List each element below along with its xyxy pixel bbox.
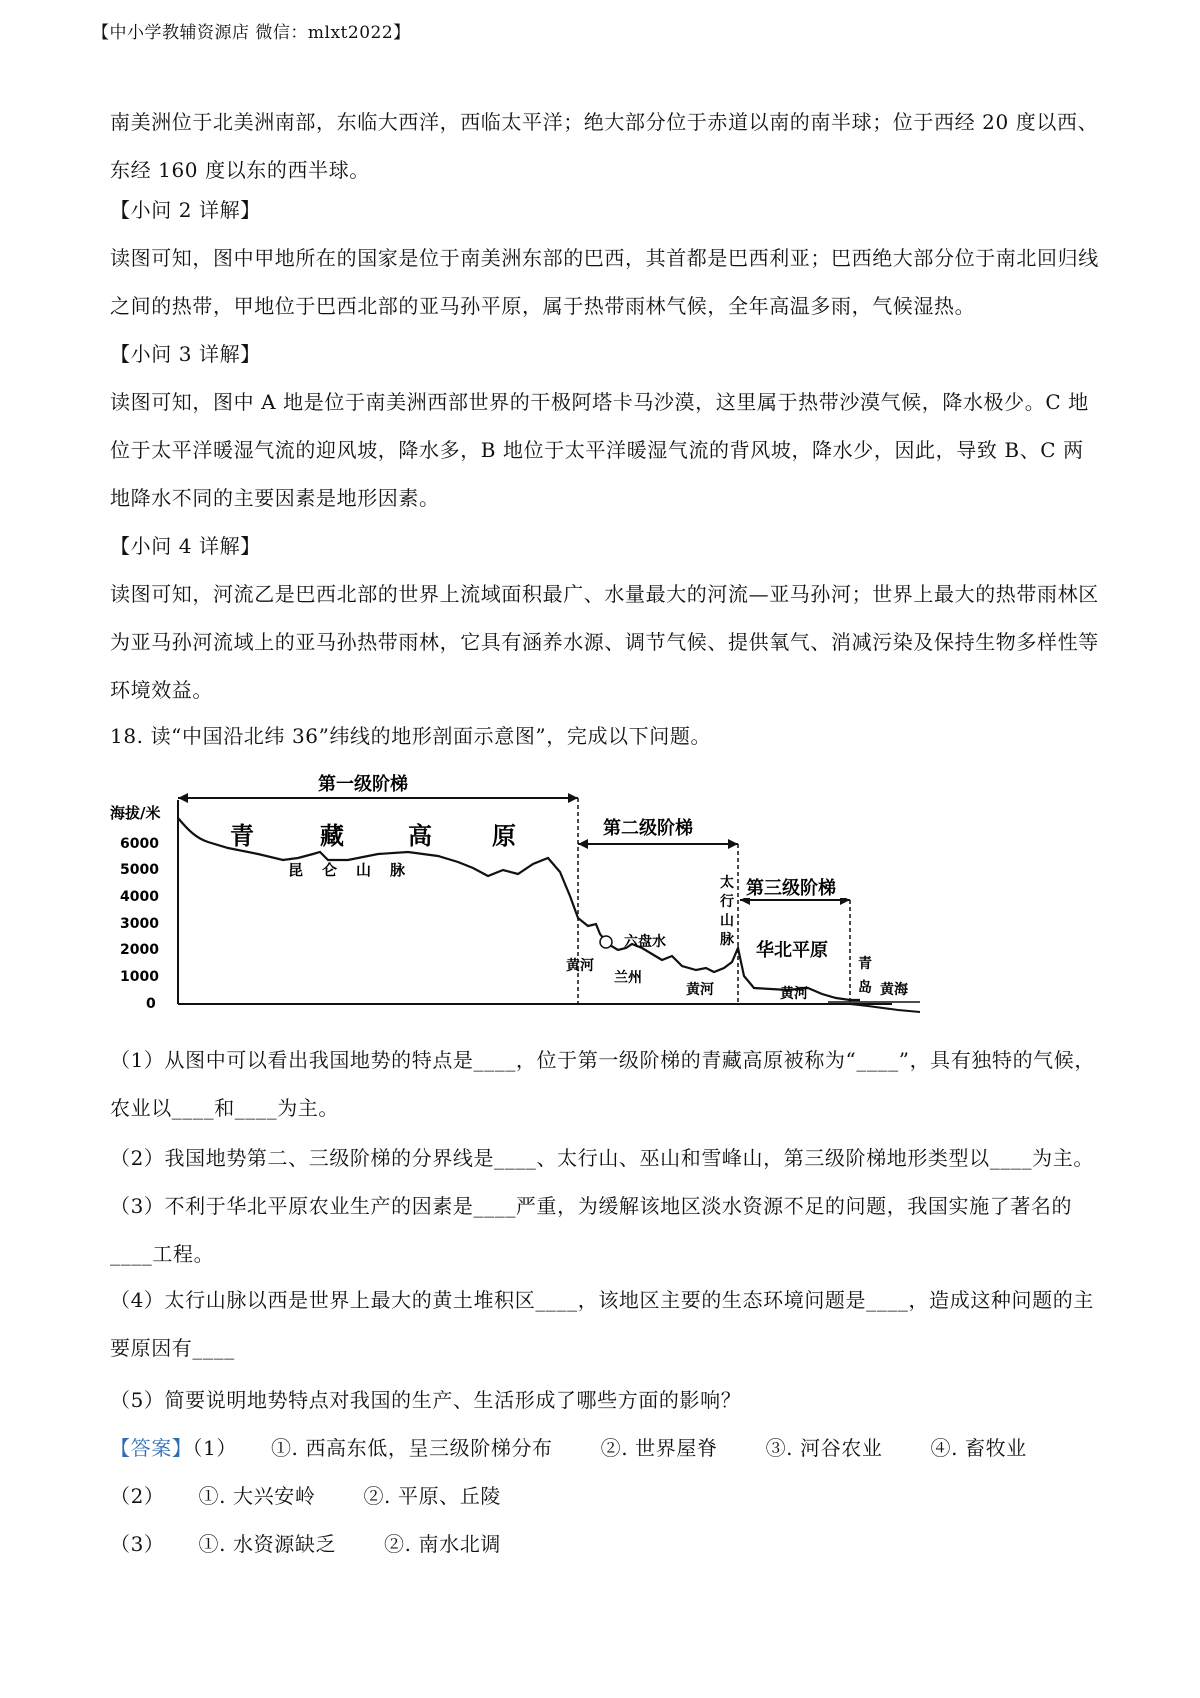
answer-row-3 xyxy=(110,1528,501,1557)
y-tick: 3000 xyxy=(120,916,159,932)
y-tick: 5000 xyxy=(120,862,159,878)
answer-item: ④. 畜牧业 xyxy=(930,1436,1027,1460)
arrow-head-icon xyxy=(178,793,188,803)
step3-label: 第三级阶梯 xyxy=(746,878,836,899)
answer-row-1 xyxy=(110,1432,1027,1461)
qingdao-char: 岛 xyxy=(858,980,872,996)
q2-paragraph: 读图可知，图中甲地所在的国家是位于南美洲东部的巴西，其首都是巴西利亚；巴西绝大部分位于南北回归线之间的热带，甲地位于巴西北部的亚马孙平原，属于热带雨林气候，全年高温多雨，气候湿热。 xyxy=(110,246,1099,318)
sub-question-5: （5）简要说明地势特点对我国的生产、生活形成了哪些方面的影响？ xyxy=(110,1388,742,1412)
huanghe-label-1: 黄河 xyxy=(566,958,594,974)
terrain-profile-svg xyxy=(108,772,960,1032)
answer-row-2 xyxy=(110,1480,501,1509)
huanghai-label: 黄海 xyxy=(880,982,908,998)
sea-floor-line xyxy=(850,1004,920,1012)
kunlun-char: 仑 xyxy=(322,861,338,879)
step1-label: 第一级阶梯 xyxy=(318,774,408,795)
q4-heading: 【小问 4 详解】 xyxy=(110,534,261,558)
taihang-char: 脉 xyxy=(720,932,734,948)
plateau-char: 藏 xyxy=(320,822,344,850)
y-axis-label: 海拔/米 xyxy=(110,804,161,822)
intro-paragraph: 南美洲位于北美洲南部，东临大西洋，西临太平洋；绝大部分位于赤道以南的南半球；位于西经 20 度以西、东经 160 度以东的西半球。 xyxy=(110,110,1099,182)
lanzhou-label: 兰州 xyxy=(614,970,642,986)
y-tick: 1000 xyxy=(120,969,159,985)
answer-item: ②. 平原、丘陵 xyxy=(363,1484,501,1508)
q3-heading: 【小问 3 详解】 xyxy=(110,342,261,366)
arrow-head-icon xyxy=(728,839,738,849)
taihang-char: 行 xyxy=(720,894,734,910)
answer-item: ①. 大兴安岭 xyxy=(198,1484,316,1508)
step2-label: 第二级阶梯 xyxy=(603,818,693,839)
huabei-plain-label: 华北平原 xyxy=(756,940,828,961)
plateau-char: 高 xyxy=(408,822,432,850)
taihang-char: 太 xyxy=(720,875,734,891)
y-tick: 6000 xyxy=(120,836,159,852)
answer-prefix: （3） xyxy=(110,1532,165,1556)
liupanshui-label: 六盘水 xyxy=(624,934,666,950)
q4-paragraph: 读图可知，河流乙是巴西北部的世界上流域面积最广、水量最大的河流—亚马孙河；世界上最大的热带雨林区为亚马孙河流域上的亚马孙热带雨林，它具有涵养水源、调节气候、提供氧气、消减污染及保持生物多样性等环境效益。 xyxy=(110,582,1099,702)
sub-question-1: （1）从图中可以看出我国地势的特点是____，位于第一级阶梯的青藏高原被称为“____”，具有独特的气候，农业以____和____为主。 xyxy=(110,1048,1095,1120)
answer-prefix: （1） xyxy=(192,1436,237,1460)
y-tick: 4000 xyxy=(120,889,159,905)
kunlun-char: 脉 xyxy=(390,861,406,879)
taihang-char: 山 xyxy=(720,913,734,929)
huanghe-label-2: 黄河 xyxy=(686,982,714,998)
question-18-stem: 18. 读“中国沿北纬 36”纬线的地形剖面示意图”，完成以下问题。 xyxy=(110,724,712,748)
kunlun-char: 昆 xyxy=(288,861,304,879)
answer-prefix: （2） xyxy=(110,1484,165,1508)
answer-item: ①. 西高东低，呈三级阶梯分布 xyxy=(270,1436,553,1460)
answer-item: ①. 水资源缺乏 xyxy=(198,1532,337,1556)
plateau-char: 原 xyxy=(492,822,516,850)
sub-question-2: （2）我国地势第二、三级阶梯的分界线是____、太行山、巫山和雪峰山，第三级阶梯地形类型以____为主。 xyxy=(110,1146,1094,1170)
kunlun-char: 山 xyxy=(356,861,372,879)
huanghe-river-marker xyxy=(600,936,612,948)
source-header: 【中小学教辅资源店 微信：mlxt2022】 xyxy=(92,23,411,43)
sub-question-3: （3）不利于华北平原农业生产的因素是____严重，为缓解该地区淡水资源不足的问题，我国实施了著名的____工程。 xyxy=(110,1194,1073,1266)
answer-item: ③. 河谷农业 xyxy=(765,1436,883,1460)
plateau-char: 青 xyxy=(230,822,254,850)
y-tick: 0 xyxy=(146,996,156,1012)
q2-heading: 【小问 2 详解】 xyxy=(110,198,261,222)
arrow-head-icon xyxy=(568,793,578,803)
terrain-profile-line xyxy=(178,818,860,1000)
answer-label: 【答案】 xyxy=(110,1436,193,1460)
qingdao-char: 青 xyxy=(858,956,872,972)
huanghe-label-3: 黄河 xyxy=(780,986,808,1002)
answer-item: ②. 世界屋脊 xyxy=(600,1436,718,1460)
sub-question-4: （4）太行山脉以西是世界上最大的黄土堆积区____，该地区主要的生态环境问题是____，造成这种问题的主要原因有____ xyxy=(110,1288,1094,1360)
q3-paragraph: 读图可知，图中 A 地是位于南美洲西部世界的干极阿塔卡马沙漠，这里属于热带沙漠气候，降水极少。C 地位于太平洋暖湿气流的迎风坡，降水多，B 地位于太平洋暖湿气流的背风坡，降水少，因此，导致 B、C 两地降水不同的主要因素是地形因素。 xyxy=(110,390,1089,510)
answer-item: ②. 南水北调 xyxy=(384,1532,501,1556)
terrain-profile-figure xyxy=(108,772,960,1032)
arrow-head-icon xyxy=(578,839,588,849)
y-tick: 2000 xyxy=(120,942,159,958)
